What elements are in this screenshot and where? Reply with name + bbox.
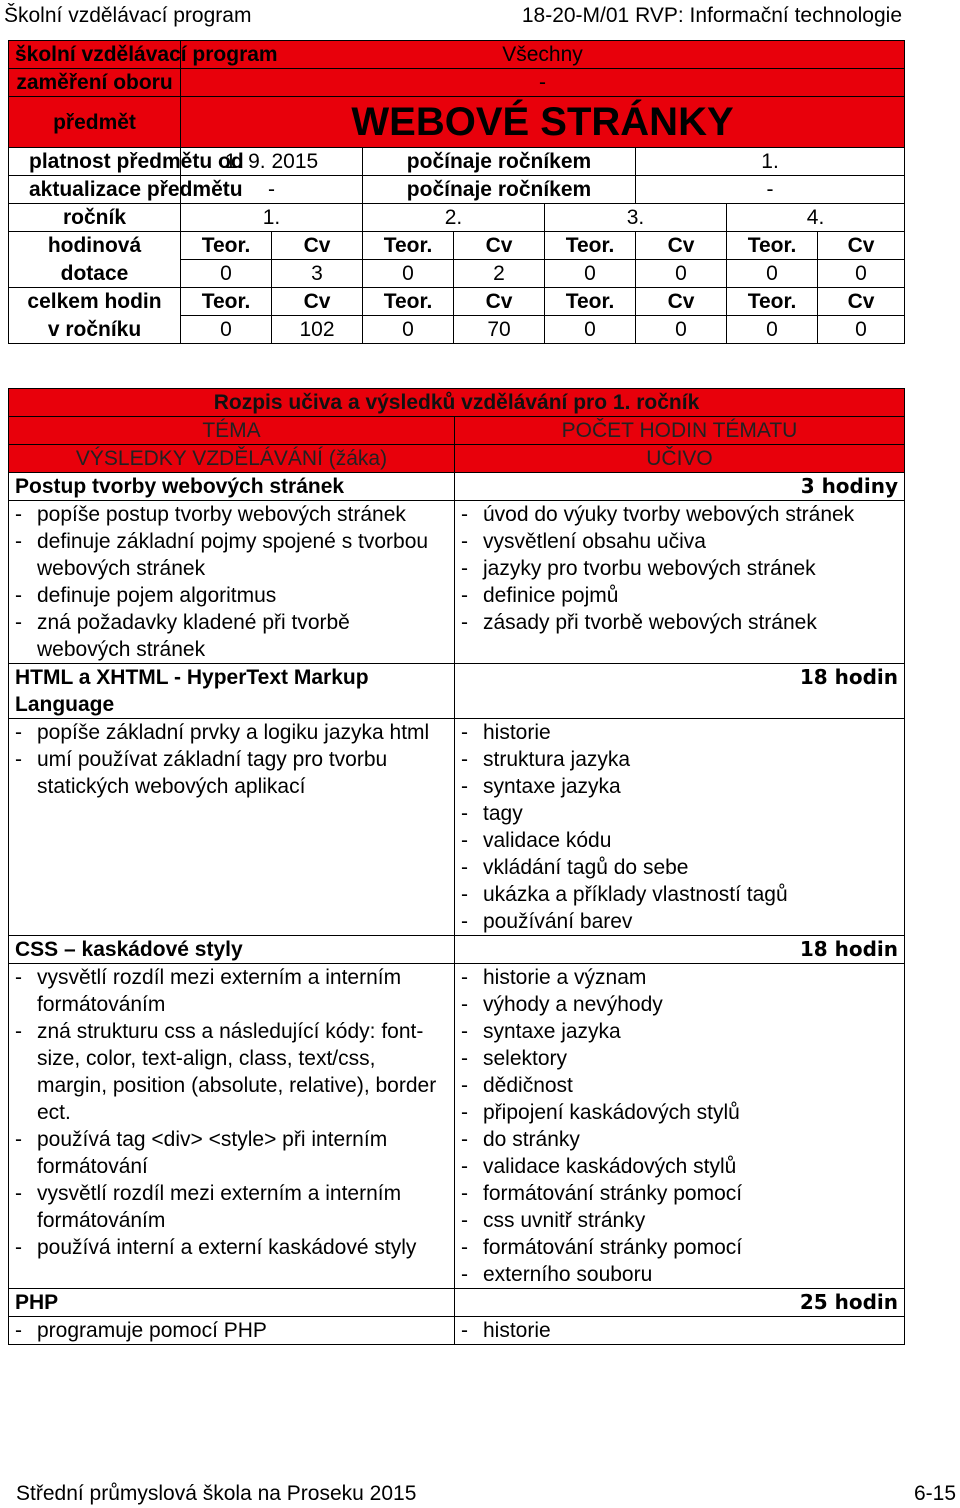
topic-hours: 3 hodiny [455,473,905,501]
content-list-cell [455,501,905,664]
footer-right: 6-15 [913,1482,956,1505]
content-list [461,501,898,636]
celkem-value: 0 [727,316,818,344]
list-item: - formátování stránky pomocí [461,1180,898,1207]
list-item: - popíše základní prvky a logiku jazyka html [15,719,448,746]
teor-2: Teor. [363,232,454,260]
topic-hours: 18 hodin [455,664,905,719]
list-item: - programuje pomocí PHP [15,1317,448,1344]
topic-hours: 25 hodin [455,1289,905,1317]
topic-content-row [9,1317,905,1345]
outcomes-list-cell [9,501,455,664]
list-item: - zásady při tvorbě webových stránek [461,609,898,636]
svp-value: Všechny [181,41,905,69]
list-item: - umí používat základní tagy pro tvorbu statických webových aplikací [15,746,448,800]
celkem-value: 0 [545,316,636,344]
content-list-cell [455,719,905,936]
list-item: - vkládání tagů do sebe [461,854,898,881]
topic-name: CSS – kaskádové styly [9,936,455,964]
dotace-value: 2 [454,260,545,288]
teor-1: Teor. [181,232,272,260]
rocnik-label: ročník [9,204,181,232]
dotace-value: 3 [272,260,363,288]
list-item: - připojení kaskádových stylů [461,1099,898,1126]
outcomes-list [15,964,448,1261]
list-item: - validace kódu [461,827,898,854]
list-item: - definice pojmů [461,582,898,609]
outcomes-list-cell [9,1317,455,1345]
list-item: - tagy [461,800,898,827]
list-item: - ukázka a příklady vlastností tagů [461,881,898,908]
dotace-value: 0 [636,260,727,288]
dotace-label: dotace [9,260,181,288]
teor-4: Teor. [727,288,818,316]
list-item: - používá tag <div> <style> při interním formátování [15,1126,448,1180]
celkem-value: 102 [272,316,363,344]
cv-3: Cv [636,232,727,260]
list-item: - syntaxe jazyka [461,1018,898,1045]
topics-body [9,473,905,1345]
list-item: - zná požadavky kladené při tvorbě webových stránek [15,609,448,663]
dotace-value: 0 [181,260,272,288]
content-list [461,719,898,935]
dotace-value: 0 [818,260,905,288]
svp-label: školní vzdělávací program [9,41,181,69]
list-item: - používá interní a externí kaskádové styly [15,1234,448,1261]
outcomes-list-cell [9,964,455,1289]
list-item: - historie [461,719,898,746]
celkem-value: 0 [181,316,272,344]
curriculum-table [8,388,905,1345]
pocinaje-label-1: počínaje ročníkem [363,148,636,176]
hodinova-label: hodinová [9,232,181,260]
list-item: - vysvětlí rozdíl mezi externím a interním formátováním [15,964,448,1018]
dotace-value: 0 [727,260,818,288]
header-right: 18-20-M/01 RVP: Informační technologie [521,4,902,27]
teor-3: Teor. [545,288,636,316]
content-list [461,964,898,1288]
celkem-value: 0 [818,316,905,344]
list-item: - css uvnitř stránky [461,1207,898,1234]
list-item: - externího souboru [461,1261,898,1288]
topic-name: PHP [9,1289,455,1317]
pocinaje-value-1: 1. [636,148,905,176]
pocet-header: POČET HODIN TÉMATU [455,417,905,445]
footer-left: Střední průmyslová škola na Proseku 2015 [16,1482,417,1505]
zamereni-value: - [181,69,905,97]
cv-1: Cv [272,232,363,260]
list-item: - vysvětlení obsahu učiva [461,528,898,555]
celkem-value: 70 [454,316,545,344]
list-item: - jazyky pro tvorbu webových stránek [461,555,898,582]
topic-name: Postup tvorby webových stránek [9,473,455,501]
rocnik-3: 3. [545,204,727,232]
list-item: - dědičnost [461,1072,898,1099]
rocnik-1: 1. [181,204,363,232]
topic-content-row [9,501,905,664]
pocinaje-value-2: - [636,176,905,204]
platnost-label: platnost předmětu od [9,148,181,176]
teor-1: Teor. [181,288,272,316]
cv-1: Cv [272,288,363,316]
dotace-value: 0 [363,260,454,288]
list-item: - selektory [461,1045,898,1072]
content-list-cell [455,964,905,1289]
list-item: - definuje základní pojmy spojené s tvorbou webových stránek [15,528,448,582]
predmet-value: WEBOVÉ STRÁNKY [181,97,905,148]
cv-3: Cv [636,288,727,316]
outcomes-list [15,719,448,800]
pocinaje-label-2: počínaje ročníkem [363,176,636,204]
teor-2: Teor. [363,288,454,316]
outcomes-list-cell [9,719,455,936]
list-item: - používání barev [461,908,898,935]
list-item: - výhody a nevýhody [461,991,898,1018]
content-list-cell [455,1317,905,1345]
vysledky-header: VÝSLEDKY VZDĚLÁVÁNÍ (žáka) [9,445,455,473]
predmet-label: předmět [9,97,181,148]
topic-name: HTML a XHTML - HyperText Markup Language [9,664,455,719]
subject-info-table [8,40,905,344]
cv-2: Cv [454,288,545,316]
rocnik-4: 4. [727,204,905,232]
header-left: Školní vzdělávací program [4,4,252,27]
cv-2: Cv [454,232,545,260]
list-item: - syntaxe jazyka [461,773,898,800]
list-item: - zná strukturu css a následující kódy: font-size, color, text-align, class, text/css, margin, position (absolute, relative), border ect. [15,1018,448,1126]
topic-hours: 18 hodin [455,936,905,964]
ucivo-header: UČIVO [455,445,905,473]
aktualizace-label: aktualizace předmětu [9,176,181,204]
zamereni-label: zaměření oboru [9,69,181,97]
cv-4: Cv [818,232,905,260]
list-item: - úvod do výuky tvorby webových stránek [461,501,898,528]
outcomes-list [15,1317,448,1344]
content-list [461,1317,898,1344]
topic-content-row [9,964,905,1289]
celkem-value: 0 [363,316,454,344]
topic-content-row [9,719,905,936]
rocnik-2: 2. [363,204,545,232]
list-item: - formátování stránky pomocí [461,1234,898,1261]
v-rocniku-label: v ročníku [9,316,181,344]
topic-row [9,936,905,964]
teor-3: Teor. [545,232,636,260]
topic-row [9,1289,905,1317]
rozpis-title: Rozpis učiva a výsledků vzdělávání pro 1. ročník [9,389,905,417]
celkem-value: 0 [636,316,727,344]
topic-row [9,473,905,501]
list-item: - vysvětlí rozdíl mezi externím a interním formátováním [15,1180,448,1234]
list-item: - validace kaskádových stylů [461,1153,898,1180]
list-item: - historie a význam [461,964,898,991]
dotace-value: 0 [545,260,636,288]
cv-4: Cv [818,288,905,316]
teor-4: Teor. [727,232,818,260]
topic-row [9,664,905,719]
tema-header: TÉMA [9,417,455,445]
list-item: - historie [461,1317,898,1344]
celkem-label: celkem hodin [9,288,181,316]
list-item: - struktura jazyka [461,746,898,773]
outcomes-list [15,501,448,663]
list-item: - definuje pojem algoritmus [15,582,448,609]
list-item: - popíše postup tvorby webových stránek [15,501,448,528]
platnost-value: 1. 9. 2015 [181,148,363,176]
aktualizace-value: - [181,176,363,204]
list-item: - do stránky [461,1126,898,1153]
